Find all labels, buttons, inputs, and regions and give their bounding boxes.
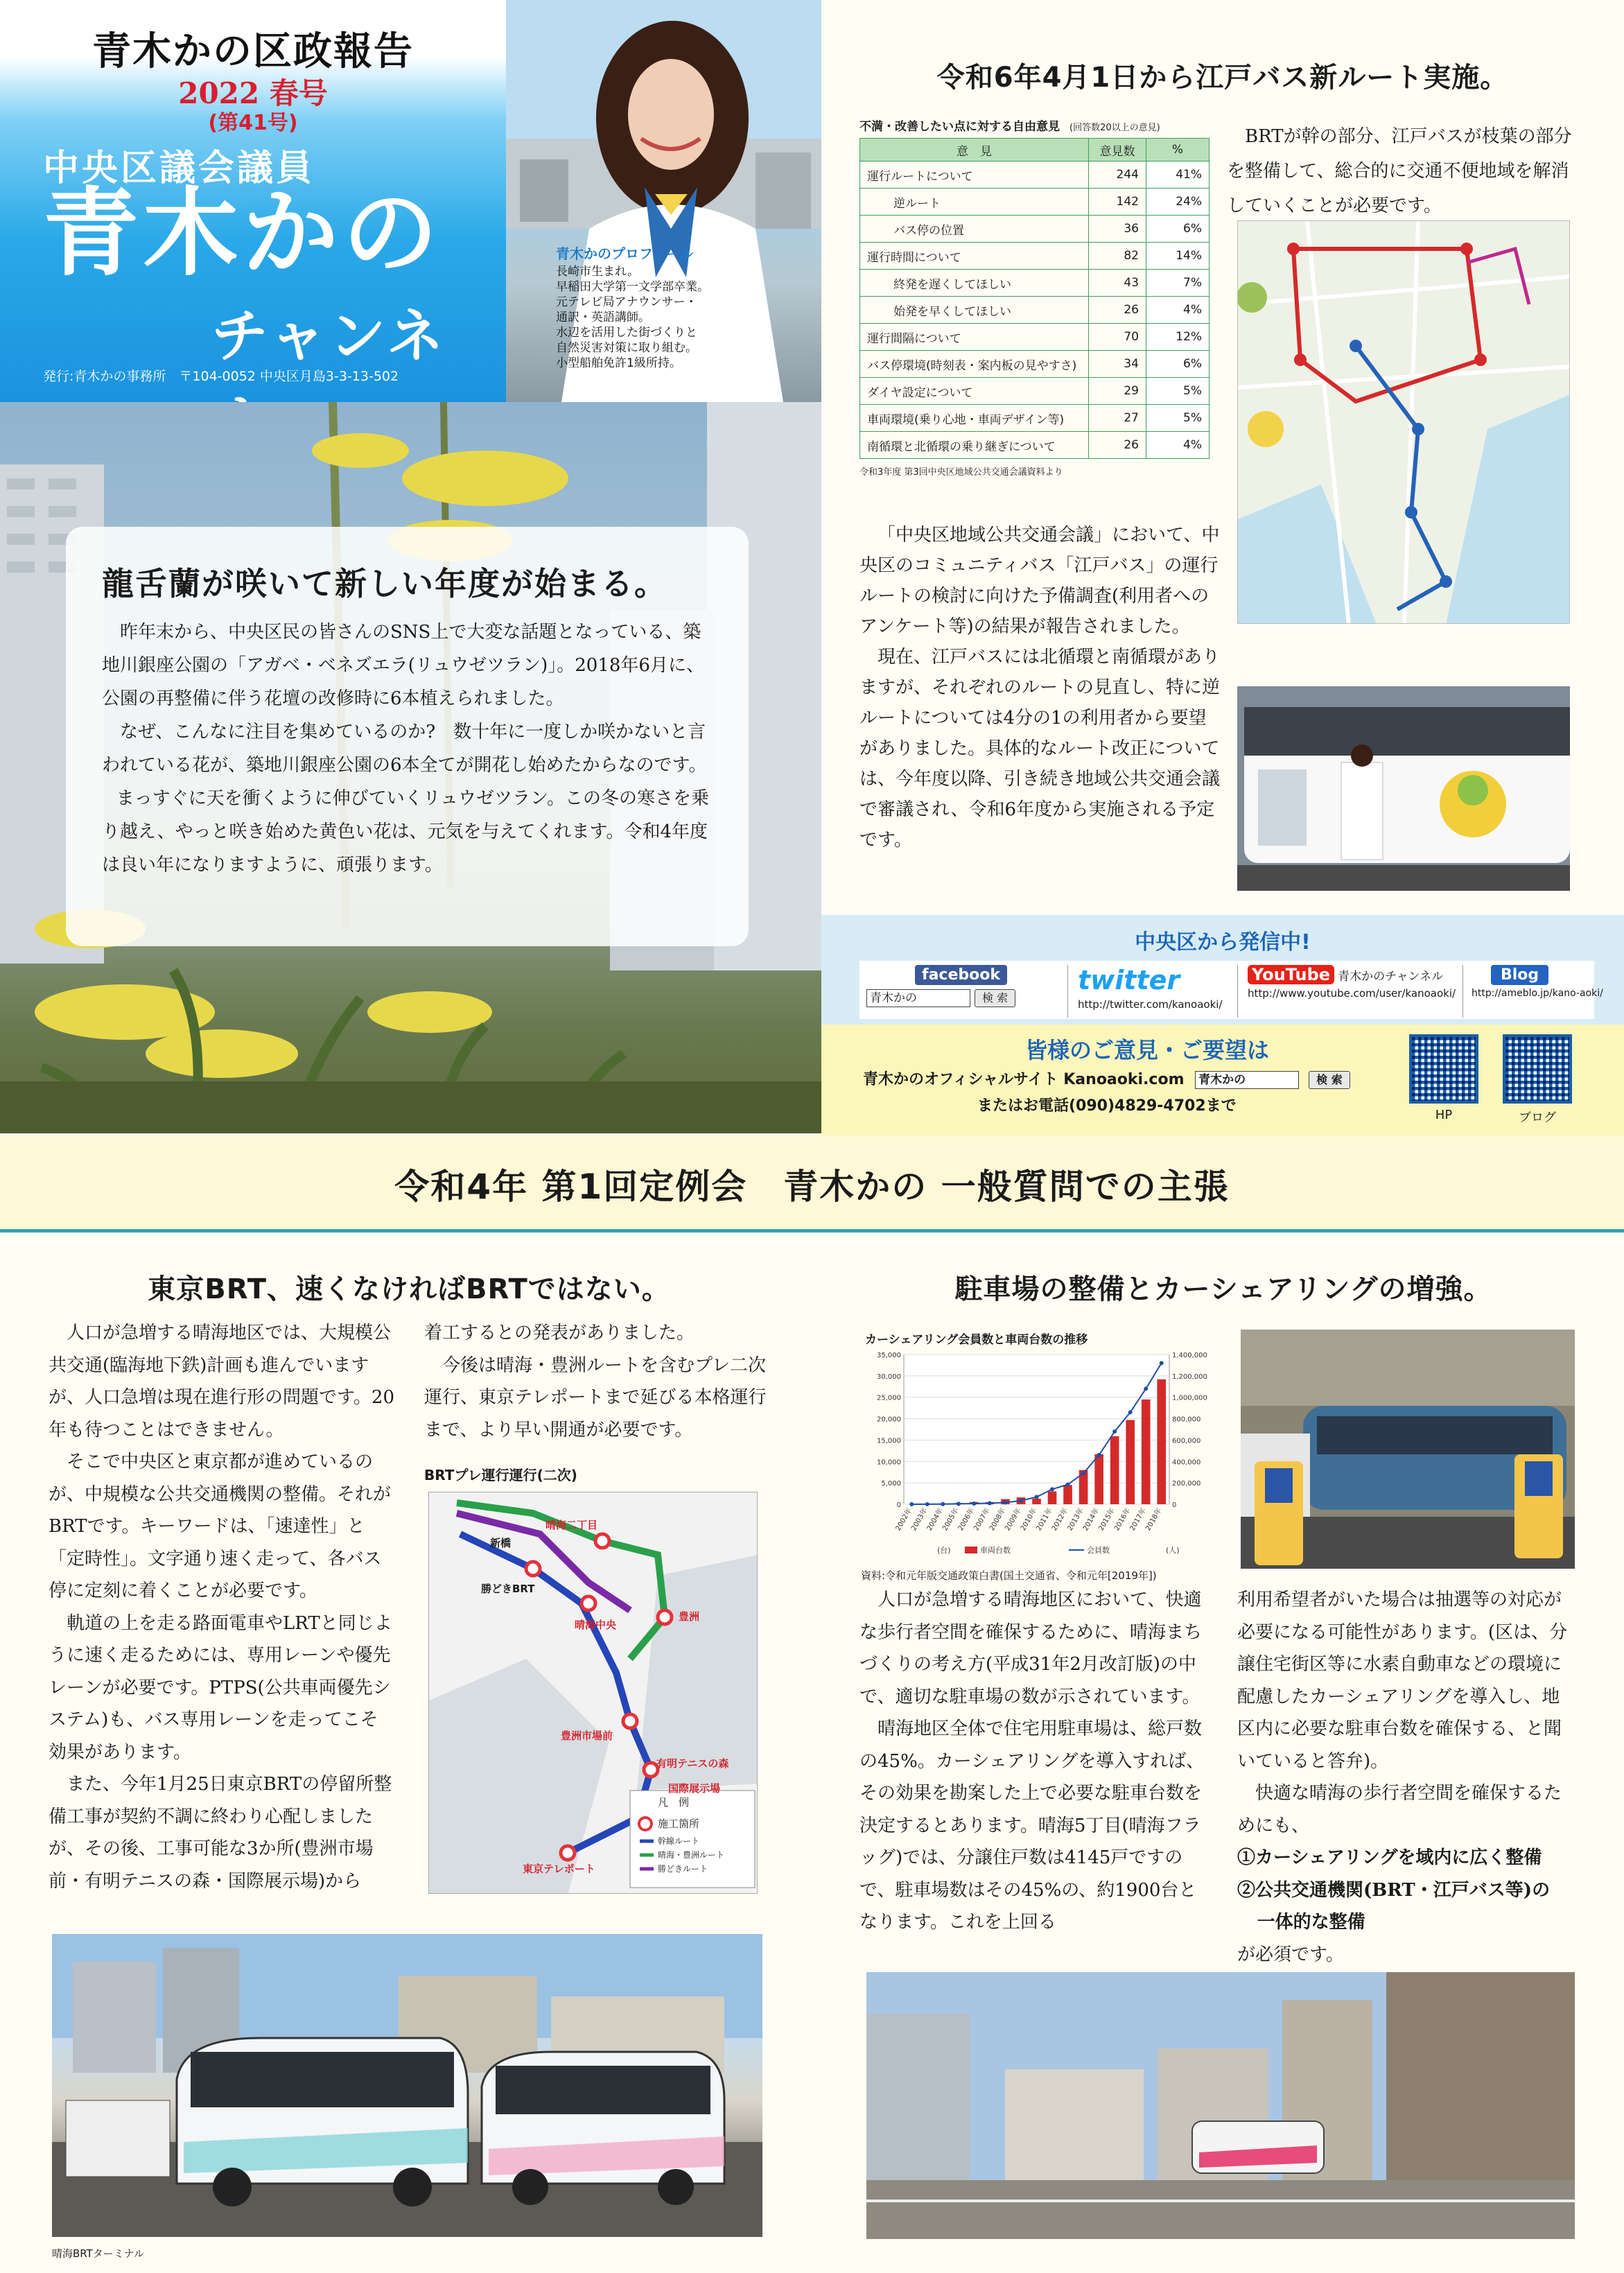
chart-point bbox=[1081, 1471, 1085, 1475]
map-label-toyosu: 豊洲 bbox=[679, 1610, 700, 1623]
survey-cell-pct: 14% bbox=[1146, 243, 1210, 270]
chart-point bbox=[941, 1502, 945, 1506]
brt-column-1 bbox=[49, 1317, 395, 1897]
session-banner-title: 令和4年 第1回定例会 青木かの 一般質問での主張 bbox=[394, 1167, 1230, 1207]
chart-ytick-right: 800,000 bbox=[1172, 1416, 1201, 1424]
survey-header-pct: % bbox=[1146, 139, 1210, 162]
social-banner bbox=[821, 915, 1624, 1025]
feature-heading: 龍舌蘭が咲いて新しい年度が始まる。 bbox=[102, 565, 667, 602]
survey-row bbox=[860, 324, 1210, 351]
survey-table-body bbox=[860, 162, 1210, 459]
brt-edo-paragraph bbox=[1227, 119, 1573, 223]
chart-point bbox=[1160, 1361, 1164, 1365]
portrait-photo bbox=[506, 0, 821, 402]
survey-row bbox=[860, 405, 1210, 432]
edo-bus-photo bbox=[1237, 686, 1570, 891]
session-banner bbox=[0, 1135, 1624, 1229]
chart-xtick: 2007年 bbox=[972, 1507, 992, 1533]
survey-cell-count: 43 bbox=[1089, 270, 1146, 297]
survey-cell-pct: 7% bbox=[1146, 270, 1210, 297]
survey-cell-opinion: 車両環境(乗り心地・車両デザイン等) bbox=[860, 405, 1089, 432]
map-label-harumi-chuo: 晴海中央 bbox=[575, 1619, 617, 1631]
survey-cell-count: 142 bbox=[1089, 189, 1146, 216]
site-search-input[interactable]: 青木かの bbox=[1195, 1071, 1299, 1089]
youtube-block bbox=[1237, 965, 1469, 1018]
chart-bar bbox=[1126, 1420, 1135, 1504]
chart-ytick-left: 20,000 bbox=[877, 1416, 901, 1424]
edo-paragraph: 現在、江戸バスには北循環と南循環がありますが、それぞれのルートの見直し、特に逆ルートについては4分の1の利用者から要望がありました。具体的なルート改正については、今年度以降、引き続き地域公共交通会議で審議され、令和6年度から実施される予定です。 bbox=[859, 647, 1221, 851]
chart-legend-swatch bbox=[965, 1547, 977, 1553]
survey-header-opinion: 意 見 bbox=[860, 139, 1089, 162]
map-label-ariake-tennis: 有明テニスの森 bbox=[656, 1757, 729, 1770]
legend-item: 施工箇所 bbox=[658, 1818, 700, 1830]
survey-cell-opinion: 南循環と北循環の乗り継ぎについて bbox=[860, 432, 1089, 459]
survey-cell-count: 82 bbox=[1089, 243, 1146, 270]
street-photo-illustration bbox=[866, 1972, 1575, 2239]
map-label-big-sight: 国際展示場 bbox=[668, 1782, 721, 1795]
issue-label: 2022 春号 bbox=[178, 76, 328, 110]
parking-paragraph: 晴海地区全体で住宅用駐車場は、総戸数の45%。カーシェアリングを導入すれば、その効果を勘案した上で必要な駐車台数を決定するとあります。晴海5丁目(晴海フラッグ)では、分譲住戸数は4145戸ですので、駐車場数はその45%の、約1900台となります。これを上回る bbox=[859, 1718, 1205, 1933]
parking-list-item: ②公共交通機関(BRT・江戸バス等)の bbox=[1237, 1879, 1551, 1901]
opinion-phone: またはお電話(090)4829-4702まで bbox=[977, 1097, 1237, 1115]
survey-caption-note: (回答数20以上の意見) bbox=[1069, 123, 1160, 133]
chart-point bbox=[1097, 1453, 1101, 1457]
chart-xtick: 2018年 bbox=[1144, 1507, 1164, 1533]
chart-ytick-left: 10,000 bbox=[877, 1458, 901, 1467]
survey-cell-pct: 6% bbox=[1146, 216, 1210, 243]
publisher-line: 発行:青木かの事務所 〒104-0052 中央区月島3-3-13-502 bbox=[43, 369, 399, 384]
blog-url[interactable]: http://ameblo.jp/kano-aoki/ bbox=[1472, 988, 1603, 999]
survey-header-count: 意見数 bbox=[1089, 139, 1146, 162]
position-label: 中央区議会議員 bbox=[43, 148, 315, 189]
chart-xtick: 2006年 bbox=[957, 1507, 976, 1533]
survey-row bbox=[860, 162, 1210, 189]
survey-cell-opinion: 運行間隔について bbox=[860, 324, 1089, 351]
channel-suffix: チャンネ bbox=[211, 304, 447, 369]
brt-paragraph: 着工するとの発表がありました。 bbox=[424, 1323, 695, 1343]
chart-xtick: 2016年 bbox=[1113, 1507, 1133, 1533]
social-row bbox=[859, 961, 1603, 1019]
youtube-url[interactable]: http://www.youtube.com/user/kanoaoki/ bbox=[1248, 987, 1456, 1000]
survey-cell-pct: 6% bbox=[1146, 351, 1210, 378]
survey-row bbox=[860, 378, 1210, 405]
chart-xtick: 2002年 bbox=[894, 1507, 914, 1533]
car-sharing-photo bbox=[1241, 1330, 1575, 1569]
brt-paragraph: 人口が急増する晴海地区では、大規模公共交通(臨海地下鉄)計画も進んでいますが、人口急増は現在進行形の問題です。20年も待つことはできません。 bbox=[49, 1323, 395, 1440]
chart-point bbox=[957, 1501, 961, 1506]
chart-ytick-right: 200,000 bbox=[1172, 1480, 1201, 1488]
chart-point bbox=[909, 1502, 914, 1506]
blog-logo[interactable]: Blog bbox=[1491, 965, 1548, 985]
chart-xtick: 2012年 bbox=[1050, 1507, 1070, 1533]
brt-terminal-photo bbox=[52, 1934, 762, 2237]
chart-ytick-right: 0 bbox=[1172, 1501, 1177, 1509]
map-label-kachidoki: 勝どきBRT bbox=[481, 1583, 535, 1595]
chart-ytick-right: 1,400,000 bbox=[1172, 1352, 1207, 1359]
survey-cell-opinion: 運行ルートについて bbox=[860, 162, 1089, 189]
chart-ytick-right: 1,200,000 bbox=[1172, 1373, 1207, 1381]
chart-xtick: 2009年 bbox=[1004, 1507, 1023, 1533]
brt-paragraph: また、今年1月25日東京BRTの停留所整備工事が契約不調に終わり心配しましたが、その後、工事可能な3か所(豊洲市場前・有明テニスの森・国際展示場)から bbox=[49, 1774, 392, 1892]
brt-terminal-illustration bbox=[52, 1934, 762, 2237]
chart-point bbox=[1050, 1487, 1054, 1491]
survey-cell-pct: 12% bbox=[1146, 324, 1210, 351]
brt-heading: 東京BRT、速くなければBRTではない。 bbox=[148, 1273, 670, 1305]
chart-bar bbox=[1157, 1379, 1166, 1504]
feature-body bbox=[102, 616, 719, 882]
feature-paragraph: 昨年末から、中央区民の皆さんのSNS上で大変な話題となっている、築地川銀座公園の「アガベ・ベネズエラ(リュウゼツラン)」。2018年6月に、公園の再整備に伴う花壇の改修時に6本植えられました。 bbox=[102, 622, 704, 709]
report-title: 青木かの区政報告 bbox=[92, 29, 414, 74]
chart-point bbox=[1144, 1386, 1148, 1391]
chart-plot bbox=[861, 1346, 1211, 1565]
survey-cell-pct: 4% bbox=[1146, 432, 1210, 459]
map-label-harumi2: 晴海二丁目 bbox=[545, 1519, 598, 1531]
chart-point bbox=[972, 1501, 976, 1506]
feature-paragraph: まっすぐに天を衝くように伸びていくリュウゼツラン。この冬の寒さを乗り越え、やっと咲き始めた黄色い花は、元気を与えてくれます。令和4年度は良い年になりますように、頑張ります。 bbox=[102, 788, 709, 876]
survey-row bbox=[860, 189, 1210, 216]
qr-blog-label: ブログ bbox=[1519, 1111, 1556, 1125]
qr-hp-label: HP bbox=[1435, 1108, 1453, 1122]
brt-paragraph: 軌道の上を走る路面電車やLRTと同じように速く走るためには、専用レーンや優先レーンが必要です。PTPS(公共車両優先システム)も、バス専用レーンを走ってこそ効果があります。 bbox=[49, 1612, 392, 1763]
chart-bar bbox=[1063, 1485, 1072, 1504]
car-sharing-chart bbox=[861, 1330, 1211, 1565]
chart-bar bbox=[1094, 1454, 1103, 1504]
brt-photo-caption: 晴海BRTターミナル bbox=[52, 2247, 145, 2260]
survey-cell-pct: 24% bbox=[1146, 189, 1210, 216]
channel-name: 青木かの bbox=[43, 177, 443, 289]
brt-edo-text: BRTが幹の部分、江戸バスが枝葉の部分を整備して、総合的に交通不便地域を解消していくことが必要です。 bbox=[1227, 126, 1572, 216]
survey-cell-count: 244 bbox=[1089, 162, 1146, 189]
survey-cell-opinion: 運行時間について bbox=[860, 243, 1089, 270]
map-label-toyosu-market: 豊洲市場前 bbox=[561, 1730, 613, 1742]
survey-row bbox=[860, 432, 1210, 459]
official-site-label[interactable]: 青木かのオフィシャルサイト Kanoaoki.com bbox=[863, 1071, 1185, 1088]
parking-paragraph: 人口が急増する晴海地区において、快適な歩行者空間を確保するために、晴海まちづくりの考え方(平成31年2月改訂版)の中で、適切な駐車場の数が示されています。 bbox=[859, 1590, 1203, 1707]
section-divider bbox=[0, 1229, 1624, 1233]
legend-title: 凡 例 bbox=[658, 1796, 690, 1809]
social-title: 中央区から発信中! bbox=[1135, 930, 1311, 955]
survey-row bbox=[860, 351, 1210, 378]
parking-column-1 bbox=[859, 1584, 1213, 1939]
survey-cell-count: 26 bbox=[1089, 297, 1146, 324]
facebook-search-input[interactable]: 青木かの bbox=[866, 989, 970, 1007]
parking-list-item: 一体的な整備 bbox=[1257, 1912, 1365, 1933]
opinion-site-row bbox=[863, 1068, 1350, 1089]
map-label-shimbashi: 新橋 bbox=[490, 1537, 512, 1549]
chart-xtick: 2017年 bbox=[1128, 1507, 1148, 1533]
survey-cell-count: 27 bbox=[1089, 405, 1146, 432]
legend-item: 勝どきルート bbox=[658, 1864, 708, 1874]
opinion-title: 皆様のご意見・ご要望は bbox=[1024, 1037, 1269, 1063]
survey-row bbox=[860, 216, 1210, 243]
masthead bbox=[0, 0, 506, 402]
facebook-block bbox=[866, 965, 1033, 1018]
chart-xtick: 2014年 bbox=[1081, 1507, 1101, 1533]
survey-cell-pct: 5% bbox=[1146, 405, 1210, 432]
parking-list-item: ①カーシェアリングを域内に広く整備 bbox=[1237, 1847, 1542, 1868]
edo-bus-photo-illustration bbox=[1237, 686, 1570, 891]
profile-line: 通訳・英語講師。 bbox=[556, 311, 650, 324]
chart-legend-label: 車両台数 bbox=[980, 1546, 1011, 1555]
profile-line: 元テレビ局アナウンサー・ bbox=[556, 295, 697, 309]
feature-article bbox=[66, 527, 749, 946]
survey-table-block bbox=[859, 116, 1210, 478]
chart-ytick-left: 25,000 bbox=[877, 1394, 901, 1402]
edo-paragraph: 「中央区地域公共交通会議」において、中央区のコミュニティバス「江戸バス」の運行ルートの検討に向けた予備調査(利用者へのアンケート等)の結果が報告されました。 bbox=[859, 525, 1220, 637]
chart-point bbox=[925, 1502, 929, 1506]
brt-map-title: BRTプレ運行運行(二次) bbox=[424, 1467, 577, 1483]
car-photo-illustration bbox=[1241, 1330, 1575, 1569]
chart-point bbox=[1019, 1499, 1023, 1503]
brt-route-map bbox=[428, 1492, 758, 1894]
chart-point bbox=[1035, 1495, 1039, 1499]
chart-ytick-right: 400,000 bbox=[1172, 1458, 1201, 1467]
parking-paragraph: 快適な晴海の歩行者空間を確保するためにも、 bbox=[1237, 1783, 1562, 1836]
survey-cell-count: 34 bbox=[1089, 351, 1146, 378]
profile-title: 青木かのプロフィール bbox=[556, 245, 693, 262]
profile-line: 水辺を活用した街づくりと bbox=[556, 326, 697, 340]
chart-unit-right: (人) bbox=[1166, 1546, 1180, 1555]
survey-table bbox=[859, 138, 1210, 459]
survey-row bbox=[860, 270, 1210, 297]
chart-bar bbox=[1110, 1436, 1119, 1504]
chart-ytick-left: 35,000 bbox=[877, 1352, 901, 1359]
facebook-search-button[interactable]: 検 索 bbox=[975, 989, 1015, 1007]
survey-cell-count: 26 bbox=[1089, 432, 1146, 459]
chart-xtick: 2003年 bbox=[910, 1507, 929, 1533]
survey-row bbox=[860, 243, 1210, 270]
brt-map-illustration bbox=[429, 1492, 758, 1894]
brt-paragraph: 今後は晴海・豊洲ルートを含むプレ二次運行、東京テレポートまで延びる本格運行まで、より早い開通が必要です。 bbox=[424, 1355, 767, 1440]
chart-ytick-left: 15,000 bbox=[877, 1437, 901, 1445]
edo-bus-article bbox=[859, 520, 1220, 855]
chart-ytick-left: 5,000 bbox=[881, 1480, 901, 1488]
profile-line: 早稲田大学第一文学部卒業。 bbox=[556, 280, 709, 294]
survey-cell-count: 29 bbox=[1089, 378, 1146, 405]
survey-cell-opinion: ダイヤ設定について bbox=[860, 378, 1089, 405]
chart-xtick: 2008年 bbox=[988, 1507, 1008, 1533]
brt-column-2 bbox=[424, 1317, 771, 1446]
survey-row bbox=[860, 297, 1210, 324]
profile-line: 自然災害対策に取り組む。 bbox=[556, 341, 697, 355]
twitter-url[interactable]: http://twitter.com/kanoaoki/ bbox=[1078, 998, 1223, 1011]
survey-cell-opinion: バス停環境(時刻表・案内板の見やすさ) bbox=[860, 351, 1089, 378]
chart-point bbox=[1003, 1501, 1007, 1505]
chart-bar bbox=[1142, 1400, 1151, 1504]
survey-cell-pct: 41% bbox=[1146, 162, 1210, 189]
facebook-logo[interactable]: facebook bbox=[915, 965, 1007, 985]
brt-paragraph: そこで中央区と東京都が進めているのが、中規模な公共交通機関の整備。それがBRTです。キーワードは、「速達性」と「定時性」。文字通り速く走って、各バス停に定刻に着くことが必要です。 bbox=[49, 1452, 392, 1601]
survey-caption-text: 不満・改善したい点に対する自由意見 bbox=[859, 120, 1060, 134]
youtube-channel-name: 青木かのチャンネル bbox=[1338, 970, 1444, 984]
survey-cell-opinion: 逆ルート bbox=[860, 189, 1089, 216]
profile-line: 小型船舶免許1級所持。 bbox=[556, 356, 681, 370]
survey-cell-count: 36 bbox=[1089, 216, 1146, 243]
site-search-button[interactable]: 検 索 bbox=[1309, 1071, 1350, 1089]
profile-box bbox=[556, 246, 709, 371]
chart-legend-label: 会員数 bbox=[1087, 1546, 1110, 1555]
youtube-logo[interactable]: YouTube bbox=[1248, 965, 1334, 984]
legend-item: 晴海・豊洲ルート bbox=[658, 1850, 725, 1860]
feature-paragraph: なぜ、こんなに注目を集めているのか? 数十年に一度しか咲かないと言われている花が、築地川銀座公園の6本全てが開花し始めたからなのです。 bbox=[102, 722, 707, 776]
chart-xtick: 2013年 bbox=[1066, 1507, 1085, 1533]
blog-block bbox=[1463, 965, 1603, 1018]
edo-bus-title: 令和6年4月1日から江戸バス新ルート実施。 bbox=[936, 62, 1509, 94]
opinion-banner bbox=[821, 1025, 1624, 1135]
chart-xtick: 2005年 bbox=[941, 1507, 961, 1533]
harumi-street-photo bbox=[866, 1972, 1575, 2239]
qr-code-blog[interactable] bbox=[1503, 1034, 1572, 1104]
chart-point bbox=[1112, 1429, 1117, 1434]
parking-heading: 駐車場の整備とカーシェアリングの増強。 bbox=[954, 1273, 1492, 1305]
chart-xtick: 2011年 bbox=[1035, 1507, 1054, 1533]
survey-cell-count: 70 bbox=[1089, 324, 1146, 351]
map-label-teleport: 東京テレポート bbox=[523, 1863, 595, 1875]
parking-column-2 bbox=[1237, 1584, 1577, 1971]
chart-ytick-right: 600,000 bbox=[1172, 1437, 1201, 1445]
chart-point bbox=[1066, 1482, 1070, 1486]
profile-line: 長崎市生まれ。 bbox=[556, 265, 640, 279]
chart-title: カーシェアリング会員数と車両台数の推移 bbox=[865, 1333, 1088, 1347]
qr-code-hp[interactable] bbox=[1409, 1034, 1478, 1104]
chart-xtick: 2004年 bbox=[925, 1507, 945, 1533]
chart-xtick: 2010年 bbox=[1019, 1507, 1039, 1533]
survey-cell-pct: 4% bbox=[1146, 297, 1210, 324]
route-map-illustration bbox=[1238, 221, 1570, 624]
chart-ytick-right: 1,000,000 bbox=[1172, 1394, 1207, 1402]
survey-cell-opinion: 始発を早くしてほしい bbox=[860, 297, 1089, 324]
survey-cell-pct: 5% bbox=[1146, 378, 1210, 405]
legend-item: 幹線ルート bbox=[658, 1836, 700, 1846]
twitter-logo[interactable]: twitter bbox=[1078, 965, 1180, 995]
chart-bar bbox=[1032, 1499, 1041, 1504]
edo-bus-route-map bbox=[1237, 220, 1570, 624]
chart-bar bbox=[1048, 1491, 1057, 1504]
parking-paragraph: 利用希望者がいた場合は抽選等の対応が必要になる可能性があります。(区は、分譲住宅街区等に水素自動車などの環境に配慮したカーシェアリングを導入し、地区内に必要な駐車台数を確保する、と聞いていると答弁)。 bbox=[1237, 1590, 1568, 1772]
survey-cell-opinion: 終発を遅くしてほしい bbox=[860, 270, 1089, 297]
survey-caption bbox=[859, 116, 1210, 134]
survey-source: 令和3年度 第3回中央区地域公共交通会議資料より bbox=[859, 467, 1063, 478]
chart-ytick-left: 30,000 bbox=[877, 1373, 901, 1381]
parking-closing: が必須です。 bbox=[1237, 1944, 1344, 1965]
survey-cell-opinion: バス停の位置 bbox=[860, 216, 1089, 243]
chart-source: 資料:令和元年版交通政策白書(国土交通省、令和元年[2019年]) bbox=[861, 1569, 1157, 1582]
chart-unit-left: (台) bbox=[937, 1546, 951, 1555]
chart-xtick: 2015年 bbox=[1097, 1507, 1117, 1533]
twitter-block bbox=[1067, 965, 1237, 1018]
chart-point bbox=[988, 1501, 992, 1505]
issue-number: (第41号) bbox=[208, 111, 298, 135]
chart-ytick-left: 0 bbox=[896, 1501, 901, 1509]
chart-point bbox=[1128, 1410, 1133, 1414]
